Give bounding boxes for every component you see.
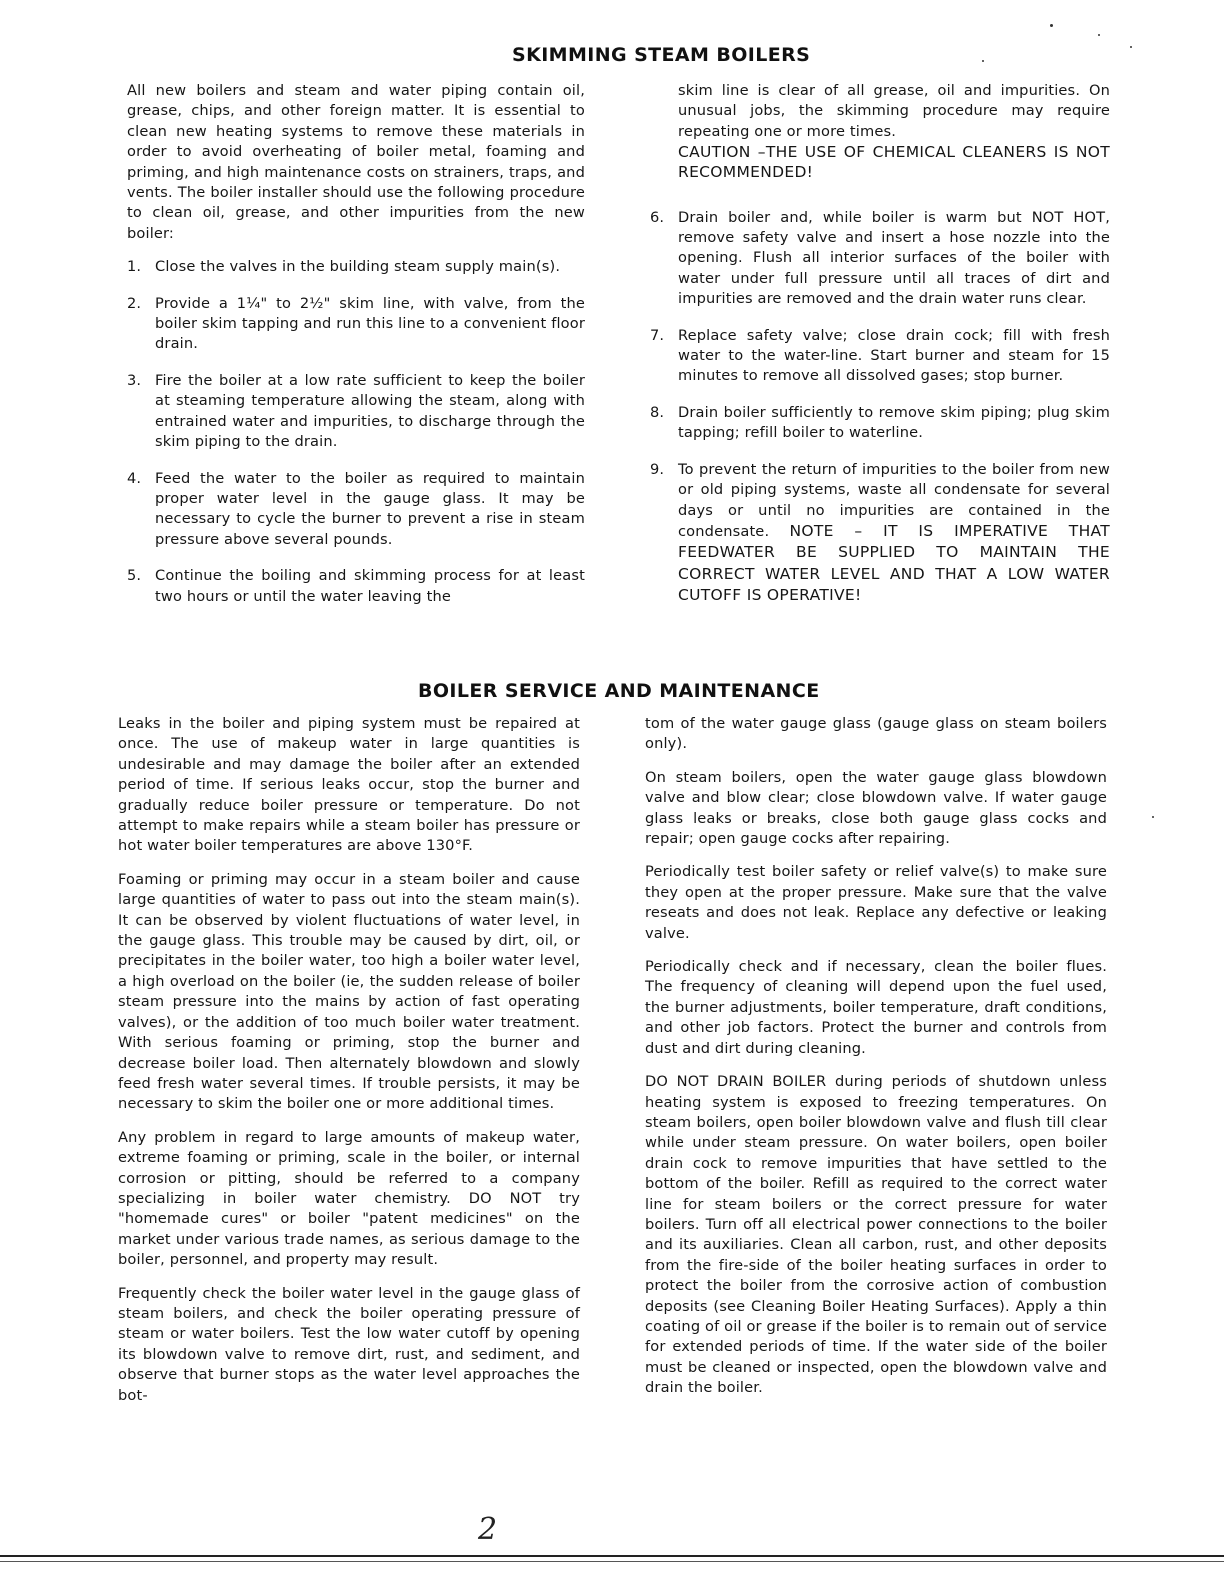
scan-speck [1130,46,1132,48]
step-number: 7. [650,326,665,344]
step-text: To prevent the return of impurities to the boiler from new or old piping systems, waste all condensate for several days or until no impurities are contained in the condensate. [678,460,1110,540]
paragraph: Foaming or priming may occur in a steam boiler and cause large quantities of water to pass out into the steam main(s). It can be observed by violent fluctuations of water level, in the gauge glass. This trouble may be caused by dirt, oil, or precipitates in the boiler water, too high a boiler water level, a high overload on the boiler (ie, the sudden release of boiler steam pressure into the mains by action of fast operating valves), or the addition of too much boiler water treatment. With serious foaming or priming, stop the burner and decrease boiler load. Then alternately blowdown and slowly feed fresh water several times. If trouble persists, it may be necessary to skim the boiler one or more additional times. [118,870,580,1113]
list-item [127,469,585,551]
list-item [127,371,585,453]
list-item [650,208,1110,310]
list-item [650,326,1110,387]
caution-notice: CAUTION –THE USE OF CHEMICAL CLEANERS IS NOT RECOMMENDED! [678,143,1110,182]
step-number: 8. [650,403,665,421]
section-title-maintenance: BOILER SERVICE AND MAINTENANCE [418,680,820,702]
scan-speck [982,60,984,62]
step-text: Provide a 1¼" to 2½" skim line, with valve, from the boiler skim tapping and run this line to a convenient floor drain. [155,294,585,353]
paragraph: Any problem in regard to large amounts of makeup water, extreme foaming or priming, scale in the boiler, or internal corrosion or pitting, should be referred to a company specializing in boiler water chemistry. DO NOT try "homemade cures" or boiler "patent medicines" on the market under various trade names, as serious damage to the boiler, personnel, and property may result. [118,1128,580,1269]
maintenance-left-column [118,714,580,1419]
step-continuation: skim line is clear of all grease, oil and impurities. On unusual jobs, the skimming procedure may require repeating one or more times. [678,82,1110,140]
section-title-skimming: SKIMMING STEAM BOILERS [512,44,811,66]
footer-rule-thin [0,1561,1224,1562]
step-text: Close the valves in the building steam supply main(s). [155,258,561,276]
step-number: 6. [650,208,665,226]
step-text: Feed the water to the boiler as required to maintain proper water level in the gauge glass. It may be necessary to cycle the burner to prevent a rise in steam pressure above several pounds. [155,469,585,548]
list-item [650,460,1110,607]
maintenance-right-column [645,714,1107,1412]
step-number: 1. [127,258,142,276]
list-item [127,294,585,355]
step-text: Continue the boiling and skimming process for at least two hours or until the water leaving the [155,567,585,605]
step-number: 9. [650,460,665,478]
skimming-right-column [650,81,1110,607]
paragraph: Frequently check the boiler water level in the gauge glass of steam boilers, and check the boiler operating pressure of steam or water boilers. Test the low water cutoff by opening its blowdown valve to remove dirt, rust, and sediment, and observe that burner stops as the water level approaches the bot- [118,1284,580,1404]
paragraph: tom of the water gauge glass (gauge glass on steam boilers only). [645,715,1107,753]
step-text: Drain boiler sufficiently to remove skim piping; plug skim tapping; refill boiler to waterline. [678,403,1110,442]
paragraph: Periodically test boiler safety or relief valve(s) to make sure they open at the proper pressure. Make sure that the valve reseats and does not leak. Replace any defective or leaking valve. [645,863,1107,942]
step-text: Drain boiler and, while boiler is warm but NOT HOT, remove safety valve and insert a hose nozzle into the opening. Flush all interior surfaces of the boiler with water under full pressure until all traces of dirt and impurities are removed and the drain water runs clear. [678,208,1110,308]
paragraph: DO NOT DRAIN BOILER during periods of shutdown unless heating system is exposed to freezing temperatures. On steam boilers, open boiler blowdown valve and flush till clear while under steam pressure. On water boilers, open boiler drain cock to remove impurities that have settled to the bottom of the boiler. Refill as required to the correct water line for steam boilers or the correct pressure for water boilers. Turn off all electrical power connections to the boiler and its auxiliaries. Clean all carbon, rust, and other deposits from the fire-side of the boiler heating surfaces in order to protect the boiler from the corrosive action of combustion deposits (see Cleaning Boiler Heating Surfaces). Apply a thin coating of oil or grease if the boiler is to remain out of service for extended periods of time. If the water side of the boiler must be cleaned or inspected, open the blowdown valve and drain the boiler. [645,1073,1107,1397]
footer-rule [0,1555,1224,1557]
paragraph: Periodically check and if necessary, clean the boiler flues. The frequency of cleaning will depend upon the fuel used, the burner adjustments, boiler temperature, draft conditions, and other job factors. Protect the burner and controls from dust and dirt during cleaning. [645,958,1107,1057]
paragraph: Leaks in the boiler and piping system must be repaired at once. The use of makeup water in large quantities is undesirable and may damage the boiler after an extended period of time. If serious leaks occur, stop the burner and gradually reduce boiler pressure or temperature. Do not attempt to make repairs while a steam boiler has pressure or hot water boiler temperatures are above 130°F. [118,715,580,855]
step-text: Replace safety valve; close drain cock; fill with fresh water to the water-line. Start burner and steam for 15 minutes to remove all dissolved gases; stop burner. [678,326,1110,385]
step-number: 2. [127,294,142,312]
scan-speck [1152,816,1154,818]
step-text: Fire the boiler at a low rate sufficient to keep the boiler at steaming temperature allowing the steam, along with entrained water and impurities, to discharge through the skim piping to the drain. [155,371,585,451]
paragraph: On steam boilers, open the water gauge glass blowdown valve and blow clear; close blowdown valve. If water gauge glass leaks or breaks, close both gauge glass cocks and repair; open gauge cocks after repairing. [645,768,1107,848]
scan-speck [1098,34,1100,36]
scan-speck [1050,24,1053,27]
step-number: 5. [127,567,142,585]
list-item [127,566,585,607]
list-item [127,257,585,277]
skimming-left-column [127,81,585,607]
skimming-steps-list [127,257,585,607]
intro-paragraph: All new boilers and steam and water piping contain oil, grease, chips, and other foreign matter. It is essential to clean new heating systems to remove these materials in order to avoid overheating of boiler metal, foaming and priming, and high maintenance costs on strainers, traps, and vents. The boiler installer should use the following procedure to clean oil, grease, and other impurities from the new boiler: [127,82,585,242]
page-number: 2 [478,1512,498,1547]
step-number: 3. [127,371,142,389]
imperative-note: NOTE – IT IS IMPERATIVE THAT FEEDWATER BE SUPPLIED TO MAINTAIN THE CORRECT WATER LEVEL AND THAT A LOW WATER CUTOFF IS OPERATIVE! [678,521,1110,605]
list-item [650,403,1110,444]
step-number: 4. [127,469,142,487]
skimming-steps-list-continued [650,81,1110,607]
list-item [650,81,1110,184]
